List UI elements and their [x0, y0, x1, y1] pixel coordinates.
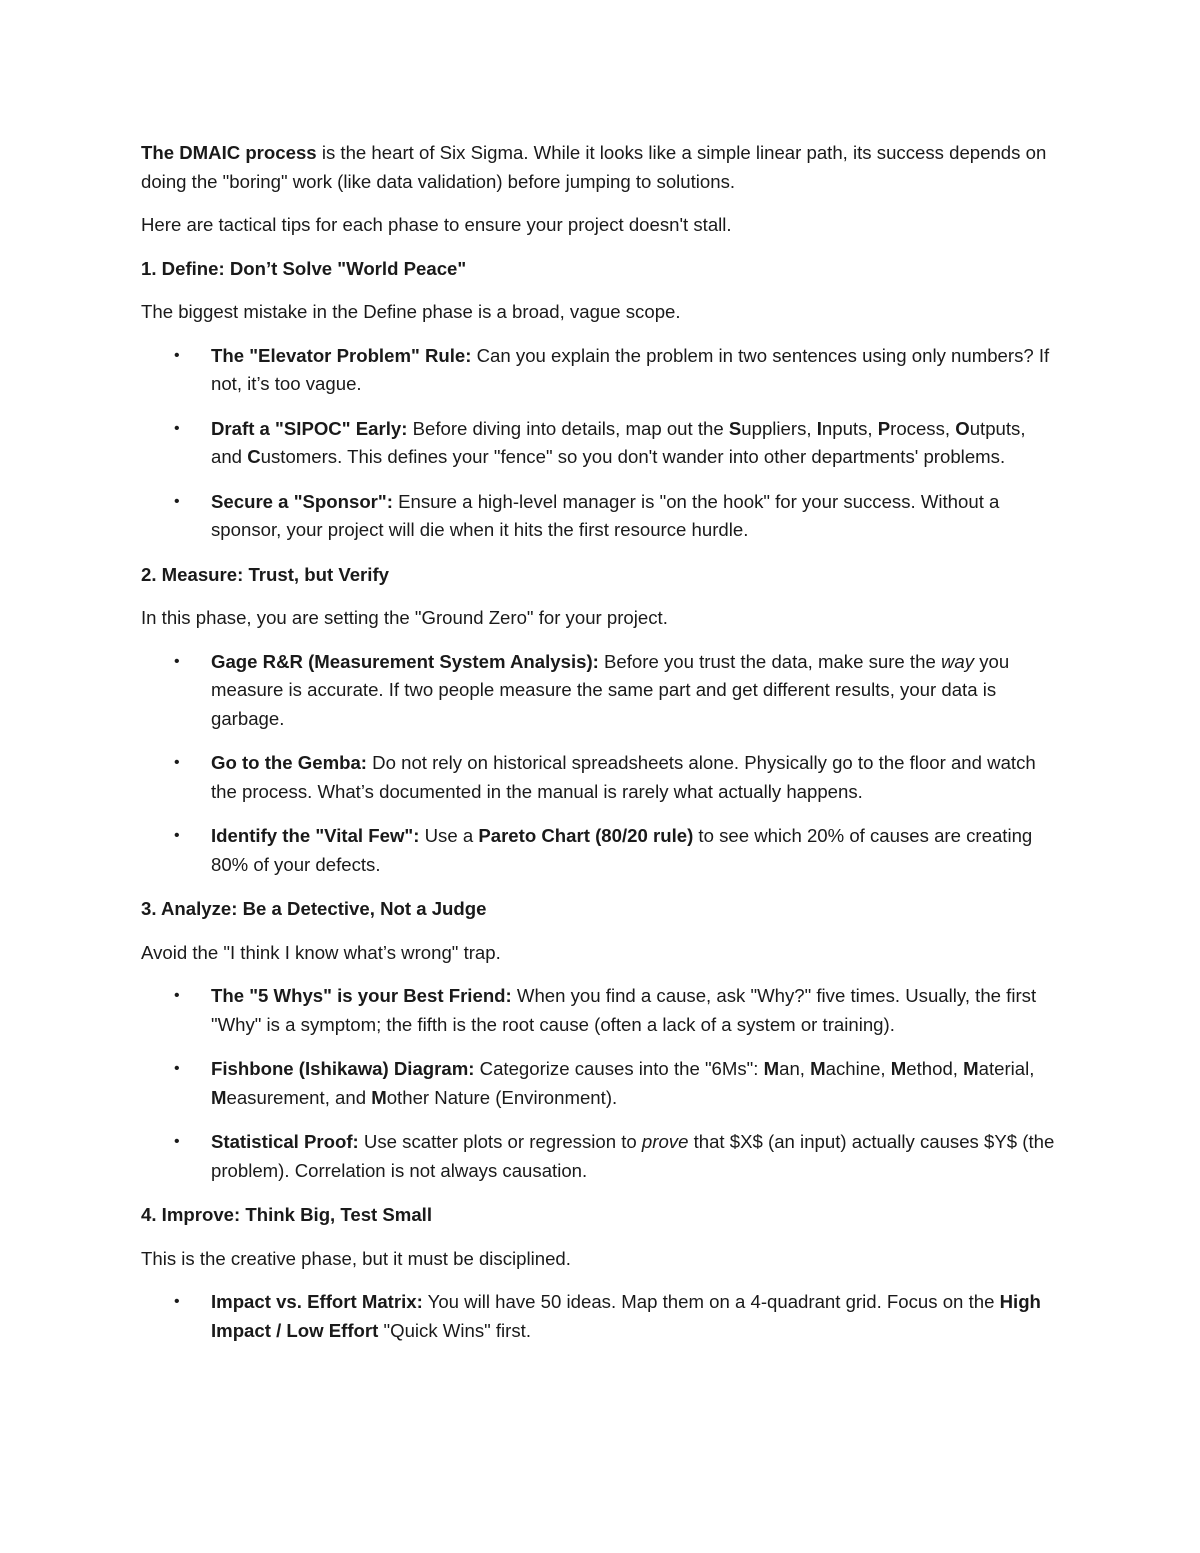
intro-tips-paragraph: Here are tactical tips for each phase to ensure your project doesn't stall.: [141, 214, 732, 235]
define-bullet-list: [141, 342, 1061, 545]
list-item: • Identify the "Vital Few": Use a Pareto Chart (80/20 rule) to see which 20% of causes are creating 80% of your defects.: [141, 822, 1061, 879]
section-heading-define: 1. Define: Don’t Solve "World Peace": [141, 257, 467, 279]
bullet-icon: •: [174, 492, 180, 510]
section-heading-improve: 4. Improve: Think Big, Test Small: [141, 1204, 433, 1225]
improve-bullet-list: [141, 1288, 1061, 1345]
list-item: • The "5 Whys" is your Best Friend: When you find a cause, ask "Why?" five times. Usually, the first "Why" is a symptom; the fifth is the root cause (often a lack of a system or training).: [141, 982, 1061, 1039]
bullet-icon: •: [174, 1060, 180, 1077]
intro-paragraph: The DMAIC process is the heart of Six Sigma. While it looks like a simple linear path, its success depends on doing the "boring" work (like data validation) before jumping to solutions.: [141, 142, 1047, 192]
analyze-intro: Avoid the "I think I know what’s wrong" trap.: [141, 941, 501, 963]
list-item: • Secure a "Sponsor": Ensure a high-level manager is "on the hook" for your success. Without a sponsor, your project will die when it hits the first resource hurdle.: [141, 488, 1061, 545]
define-intro: The biggest mistake in the Define phase is a broad, vague scope.: [141, 301, 681, 322]
bullet-icon: •: [174, 652, 180, 670]
list-item: • Impact vs. Effort Matrix: You will have 50 ideas. Map them on a 4-quadrant grid. Focus on the High Impact / Low Effort "Quick Wins" first.: [141, 1288, 1061, 1345]
bullet-icon: •: [174, 754, 180, 771]
section-heading-measure: 2. Measure: Trust, but Verify: [141, 563, 389, 585]
bullet-icon: •: [174, 827, 180, 844]
list-item: • Draft a "SIPOC" Early: Before diving into details, map out the Suppliers, Inputs, Process, Outputs, and Customers. This defines your "fence" so you don't wander into other departments' problems.: [141, 415, 1061, 472]
list-item: • The "Elevator Problem" Rule: Can you explain the problem in two sentences using only numbers? If not, it’s too vague.: [141, 342, 1061, 399]
intro-bold-term: The DMAIC process: [141, 142, 317, 163]
list-item: • Fishbone (Ishikawa) Diagram: Categorize causes into the "6Ms": Man, Machine, Method, Material, Measurement, and Mother Nature (Environment).: [141, 1055, 1061, 1112]
section-heading-analyze: 3. Analyze: Be a Detective, Not a Judge: [141, 898, 487, 919]
list-item: • Go to the Gemba: Do not rely on historical spreadsheets alone. Physically go to the floor and watch the process. What’s documented in the manual is rarely what actually happens.: [141, 749, 1061, 806]
measure-bullet-list: [141, 648, 1061, 880]
document-body: [141, 139, 1061, 1361]
measure-intro: In this phase, you are setting the "Ground Zero" for your project.: [141, 607, 668, 628]
bullet-icon: •: [174, 346, 180, 364]
bullet-icon: •: [174, 1293, 180, 1310]
list-item: • Statistical Proof: Use scatter plots or regression to prove that $X$ (an input) actually causes $Y$ (the problem). Correlation is not always causation.: [141, 1128, 1061, 1185]
improve-intro: This is the creative phase, but it must be disciplined.: [141, 1247, 571, 1269]
analyze-bullet-list: [141, 982, 1061, 1185]
bullet-icon: •: [174, 419, 180, 437]
bullet-icon: •: [174, 987, 180, 1004]
list-item: • Gage R&R (Measurement System Analysis): Before you trust the data, make sure the way you measure is accurate. If two people measure the same part and get different results, your data is garbage.: [141, 648, 1061, 734]
bullet-icon: •: [174, 1133, 180, 1150]
